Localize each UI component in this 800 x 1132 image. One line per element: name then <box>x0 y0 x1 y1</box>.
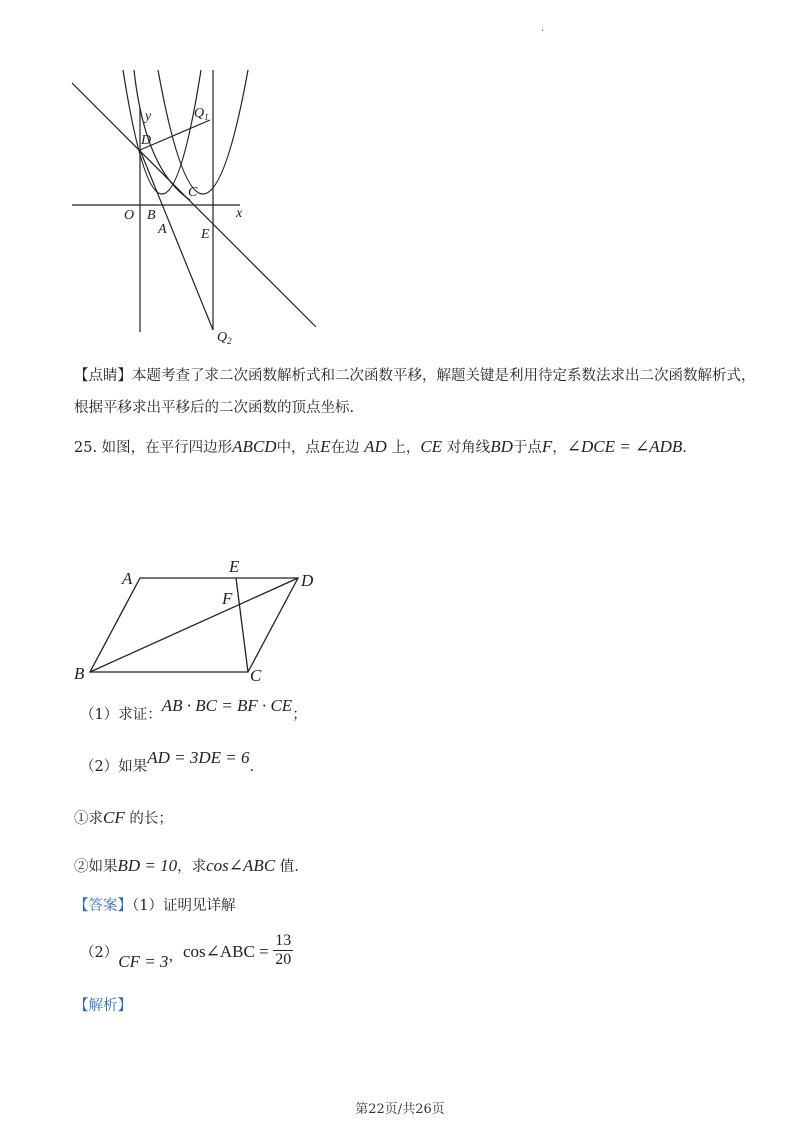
page-footer: 第22页/共26页 <box>355 1102 445 1117</box>
point-d-label: D <box>141 133 152 148</box>
answer-tag: 【答案】 <box>74 898 132 914</box>
vertex-d-label: D <box>301 571 314 590</box>
vertex-c-label: C <box>250 666 262 685</box>
point-a-label: A <box>158 222 167 237</box>
segment-ce <box>236 578 248 672</box>
header-mark: · <box>541 26 545 37</box>
comment-tag: 【点睛】 <box>74 368 132 384</box>
y-axis-label: y <box>145 109 152 124</box>
point-e-label: E <box>229 557 240 576</box>
origin-label: O <box>124 208 135 223</box>
question-2b: ②如果BD = 10，求cos∠ABC 值. <box>74 856 299 875</box>
problem-statement: 25. 如图，在平行四边形ABCD中，点E在边 AD 上，CE 对角线BD于点F，∠DCE = ∠ADB. <box>74 437 687 456</box>
point-e-label: E <box>201 227 210 242</box>
parabola-figure <box>0 0 800 360</box>
answer-line-1: 【答案】（1）证明见详解 <box>74 898 236 914</box>
question-1: （1）求证：AB · BC = BF · CE； <box>80 696 307 723</box>
point-f-label: F <box>222 589 233 608</box>
parallelogram-figure <box>0 550 800 710</box>
point-c-label: C <box>188 185 198 200</box>
right-parabola <box>158 70 248 194</box>
question-2: （2）如果AD = 3DE = 6. <box>80 748 255 775</box>
comment-line-1: 【点睛】本题考查了求二次函数解析式和二次函数平移，解题关键是利用待定系数法求出二次函数解析式， <box>74 368 756 384</box>
point-q1-label: $Q_1$ <box>194 106 209 122</box>
comment-line-2: 根据平移求出平移后的二次函数的顶点坐标. <box>74 400 355 416</box>
question-2a: ①求CF 的长； <box>74 808 173 827</box>
vertex-b-label: B <box>74 664 85 683</box>
point-q2-label: $Q_2$ <box>217 330 232 346</box>
vertex-a-label: A <box>122 569 133 588</box>
cos-fraction: $\frac{13}{20}$ <box>275 932 292 968</box>
analysis-tag: 【解析】 <box>74 998 132 1014</box>
x-axis-label: x <box>236 206 243 221</box>
diagonal-bd <box>90 578 298 672</box>
answer-line-2: （2）CF = 3，cos∠ABC = $\frac{13}{20}$ <box>80 932 292 971</box>
point-b-label: B <box>147 208 156 223</box>
